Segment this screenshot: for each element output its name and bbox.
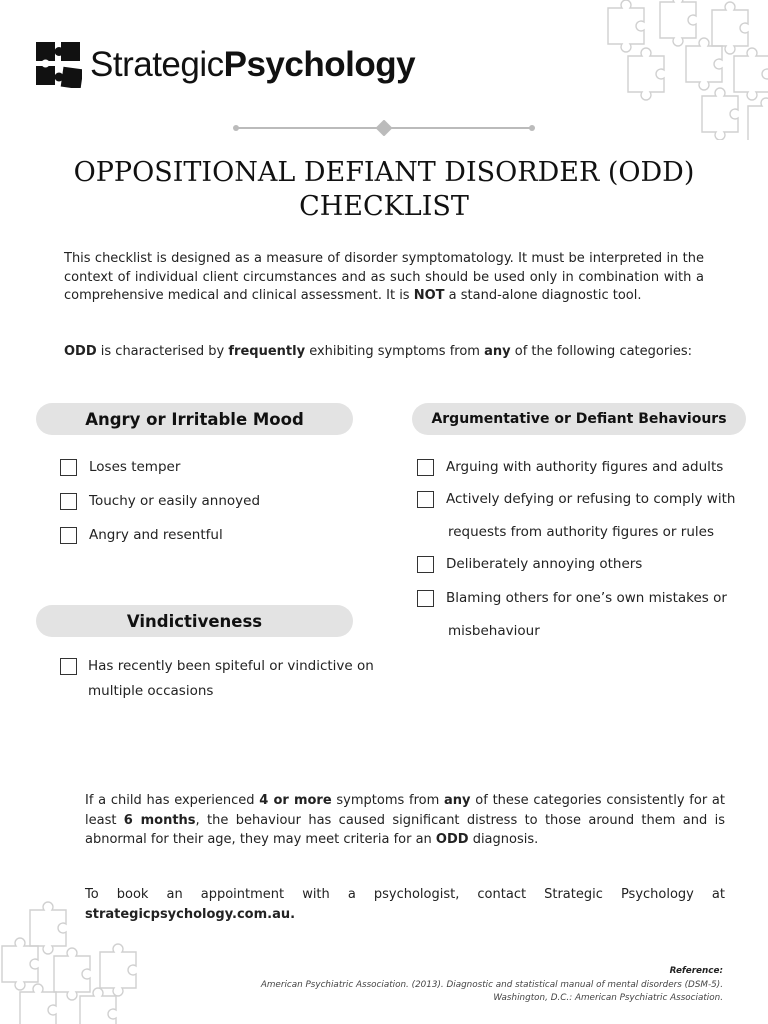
checkbox-empty-icon[interactable] xyxy=(60,459,77,476)
checkbox-empty-icon[interactable] xyxy=(417,491,434,508)
checklist-item-label: Has recently been spiteful or vindictive on xyxy=(88,658,374,674)
category-heading-vindictiveness: Vindictiveness xyxy=(36,605,353,637)
title-line-2: CHECKLIST xyxy=(299,191,469,222)
checklist-item-label: misbehaviour xyxy=(448,623,540,639)
checklist-item[interactable] xyxy=(417,590,727,607)
criteria-paragraph xyxy=(85,791,725,850)
closing-text: If a child has experienced xyxy=(85,793,260,808)
category-heading-angry: Angry or Irritable Mood xyxy=(36,403,353,435)
checkbox-empty-icon[interactable] xyxy=(60,527,77,544)
closing-text: symptoms from xyxy=(331,793,445,808)
reference-heading: Reference: xyxy=(669,966,723,976)
checklist-item[interactable] xyxy=(60,527,223,544)
brand-name-bold: Psychology xyxy=(223,45,416,84)
closing-bold: ODD xyxy=(435,832,469,847)
intro-text: is characterised by xyxy=(96,344,229,359)
checklist-item-label: requests from authority figures or rules xyxy=(448,524,714,540)
closing-bold: 6 months xyxy=(123,812,196,828)
intro-bold-not: NOT xyxy=(413,288,445,303)
reference-line: Washington, D.C.: American Psychiatric Association. xyxy=(493,993,723,1003)
checklist-item-label: Actively defying or refusing to comply with xyxy=(446,491,736,507)
checklist-item[interactable] xyxy=(417,459,723,476)
closing-bold: any xyxy=(444,793,471,808)
page-title xyxy=(0,156,768,224)
title-line-1: OPPOSITIONAL DEFIANT DISORDER (ODD) xyxy=(73,157,695,188)
checklist-item[interactable] xyxy=(60,658,374,675)
checklist-item[interactable] xyxy=(60,493,260,510)
intro-paragraph-2 xyxy=(64,343,704,362)
brand-name-light: Strategic xyxy=(90,45,224,84)
checklist-item-label: multiple occasions xyxy=(88,683,214,699)
brand-logo xyxy=(36,42,415,88)
intro-bold-frequently: frequently xyxy=(228,344,306,359)
intro-text: exhibiting symptoms from xyxy=(305,344,485,359)
checklist-item-label: Arguing with authority figures and adults xyxy=(446,459,724,475)
checklist-item-continuation xyxy=(448,623,540,639)
ornamental-divider xyxy=(232,120,536,136)
checkbox-empty-icon[interactable] xyxy=(60,658,77,675)
checklist-item-label: Angry and resentful xyxy=(89,527,223,543)
brand-name xyxy=(90,45,415,85)
checklist-item-label: Deliberately annoying others xyxy=(446,556,643,572)
puzzle-logo-icon xyxy=(36,42,82,88)
checklist-item-label: Blaming others for one’s own mistakes or xyxy=(446,590,727,606)
checklist-item[interactable] xyxy=(417,556,642,573)
website-link[interactable]: strategicpsychology.com.au. xyxy=(85,906,296,922)
closing-text: of these categories consistently for at least xyxy=(85,793,725,828)
puzzle-pattern-icon xyxy=(598,0,768,140)
intro-text: of the following categories: xyxy=(510,344,692,359)
closing-text: To book an appointment with a psychologist, contact Strategic Psychology at xyxy=(85,887,725,902)
reference-block xyxy=(261,965,723,1006)
intro-bold-odd: ODD xyxy=(64,344,97,359)
checklist-item[interactable] xyxy=(60,459,180,476)
intro-text: This checklist is designed as a measure of disorder symptomatology. It must be interpreted in the context of individual client circumstances and as such should be used only in combination with a comprehensive medical and clinical assessment. It is xyxy=(64,251,704,303)
closing-text: diagnosis. xyxy=(468,832,539,847)
intro-paragraph-1 xyxy=(64,250,704,306)
intro-text: a stand-alone diagnostic tool. xyxy=(444,288,642,303)
intro-bold-any: any xyxy=(484,344,511,359)
checklist-item-label: Touchy or easily annoyed xyxy=(89,493,261,509)
checkbox-empty-icon[interactable] xyxy=(60,493,77,510)
reference-line: American Psychiatric Association. (2013). Diagnostic and statistical manual of mental disorders (DSM-5). xyxy=(260,979,723,990)
category-heading-argumentative: Argumentative or Defiant Behaviours xyxy=(412,403,746,435)
checkbox-empty-icon[interactable] xyxy=(417,459,434,476)
booking-paragraph xyxy=(85,885,725,924)
closing-bold: 4 or more xyxy=(259,793,332,808)
checkbox-empty-icon[interactable] xyxy=(417,556,434,573)
checklist-item-continuation xyxy=(448,524,714,540)
closing-text: , the behaviour has caused significant distress to those around them and is abnormal for their age, they may meet criteria for an xyxy=(85,812,725,847)
checklist-item[interactable] xyxy=(417,491,735,508)
checklist-item-continuation xyxy=(88,683,213,699)
checklist-item-label: Loses temper xyxy=(89,459,181,475)
checkbox-empty-icon[interactable] xyxy=(417,590,434,607)
